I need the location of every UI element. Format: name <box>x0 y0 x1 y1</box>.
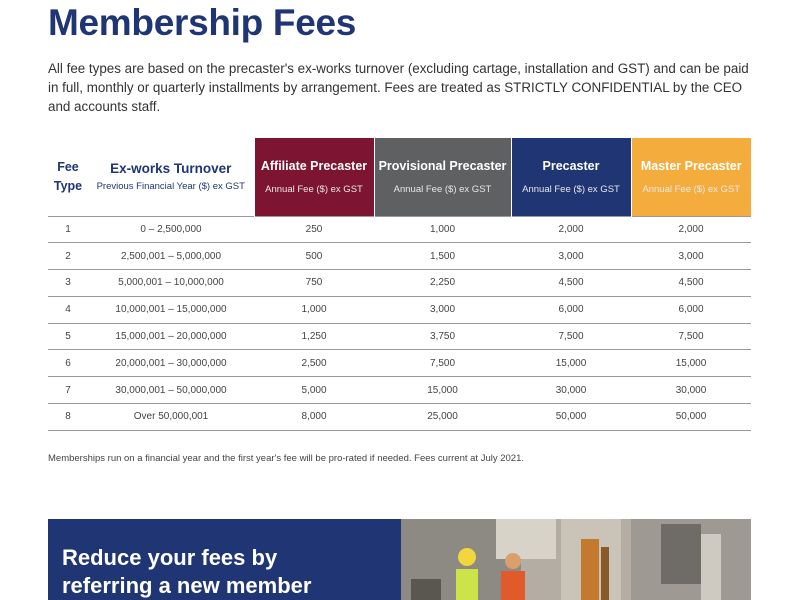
fee-type-header: Fee Type <box>53 159 83 193</box>
fee-cell-provisional: 3,750 <box>374 323 511 350</box>
fee-cell-master: 15,000 <box>631 350 751 377</box>
fee-cell-precaster: 4,500 <box>511 270 631 297</box>
fee-cell-master: 2,000 <box>631 216 751 243</box>
turnover-cell: 5,000,001 – 10,000,000 <box>88 270 254 297</box>
intro-paragraph: All fee types are based on the precaster's ex-works turnover (excluding cartage, installation and GST) and can be paid in full, monthly or quarterly installments by arrangement. Fees are treated as STRICTLY CONFIDENTIAL by the CEO and accounts staff. <box>48 61 749 114</box>
fee-type-cell: 7 <box>48 377 88 404</box>
turnover-cell: 2,500,001 – 5,000,000 <box>88 243 254 270</box>
fee-type-cell: 4 <box>48 296 88 323</box>
fee-cell-affiliate: 1,000 <box>254 296 374 323</box>
fee-cell-affiliate: 1,250 <box>254 323 374 350</box>
fee-cell-provisional: 25,000 <box>374 404 511 431</box>
table-row <box>48 377 751 404</box>
fee-type-cell: 6 <box>48 350 88 377</box>
page-title: Membership Fees <box>48 2 357 43</box>
table-row <box>48 323 751 350</box>
fee-type-cell: 5 <box>48 323 88 350</box>
fee-cell-master: 50,000 <box>631 404 751 431</box>
fee-type-cell: 8 <box>48 404 88 431</box>
fee-cell-affiliate: 750 <box>254 270 374 297</box>
fee-cell-master: 7,500 <box>631 323 751 350</box>
turnover-cell: Over 50,000,001 <box>88 404 254 431</box>
table-row <box>48 404 751 431</box>
fee-cell-affiliate: 5,000 <box>254 377 374 404</box>
tier-header-affiliate: Affiliate Precaster Annual Fee ($) ex GST <box>254 138 374 216</box>
fee-cell-master: 3,000 <box>631 243 751 270</box>
fee-cell-provisional: 3,000 <box>374 296 511 323</box>
fee-cell-precaster: 30,000 <box>511 377 631 404</box>
fee-cell-master: 4,500 <box>631 270 751 297</box>
fee-type-cell: 2 <box>48 243 88 270</box>
table-row <box>48 296 751 323</box>
fee-cell-provisional: 15,000 <box>374 377 511 404</box>
footnote: Memberships run on a financial year and the first year's fee will be pro-rated if needed. Fees current at July 2021. <box>48 453 525 464</box>
banner-text-panel <box>48 519 401 600</box>
fee-cell-provisional: 2,250 <box>374 270 511 297</box>
table-header-row <box>48 138 751 216</box>
table-row <box>48 270 751 297</box>
fee-cell-precaster: 6,000 <box>511 296 631 323</box>
fee-cell-affiliate: 500 <box>254 243 374 270</box>
turnover-cell: 20,000,001 – 30,000,000 <box>88 350 254 377</box>
banner-heading: Reduce your fees by referring a new member <box>62 545 312 598</box>
fee-cell-master: 30,000 <box>631 377 751 404</box>
table-row <box>48 216 751 243</box>
tier-header-precaster: Precaster Annual Fee ($) ex GST <box>511 138 631 216</box>
tier-header-provisional: Provisional Precaster Annual Fee ($) ex GST <box>374 138 511 216</box>
tier-header-master: Master Precaster Annual Fee ($) ex GST <box>631 138 751 216</box>
table-row <box>48 350 751 377</box>
turnover-cell: 0 – 2,500,000 <box>88 216 254 243</box>
construction-workers-photo <box>401 519 751 600</box>
fee-cell-precaster: 3,000 <box>511 243 631 270</box>
referral-banner <box>48 519 751 600</box>
fee-cell-affiliate: 250 <box>254 216 374 243</box>
table-row <box>48 243 751 270</box>
fee-cell-precaster: 15,000 <box>511 350 631 377</box>
fee-cell-precaster: 2,000 <box>511 216 631 243</box>
fees-table <box>48 138 751 431</box>
fee-type-cell: 3 <box>48 270 88 297</box>
fee-cell-precaster: 50,000 <box>511 404 631 431</box>
fee-cell-provisional: 1,000 <box>374 216 511 243</box>
turnover-cell: 30,000,001 – 50,000,000 <box>88 377 254 404</box>
fee-cell-affiliate: 8,000 <box>254 404 374 431</box>
photo-illustration <box>401 519 751 600</box>
turnover-cell: 15,000,001 – 20,000,000 <box>88 323 254 350</box>
turnover-cell: 10,000,001 – 15,000,000 <box>88 296 254 323</box>
fee-cell-provisional: 7,500 <box>374 350 511 377</box>
fee-cell-affiliate: 2,500 <box>254 350 374 377</box>
fee-cell-provisional: 1,500 <box>374 243 511 270</box>
fee-type-cell: 1 <box>48 216 88 243</box>
turnover-header: Ex-works Turnover Previous Financial Year ($) ex GST <box>96 161 245 193</box>
fee-cell-master: 6,000 <box>631 296 751 323</box>
fee-cell-precaster: 7,500 <box>511 323 631 350</box>
